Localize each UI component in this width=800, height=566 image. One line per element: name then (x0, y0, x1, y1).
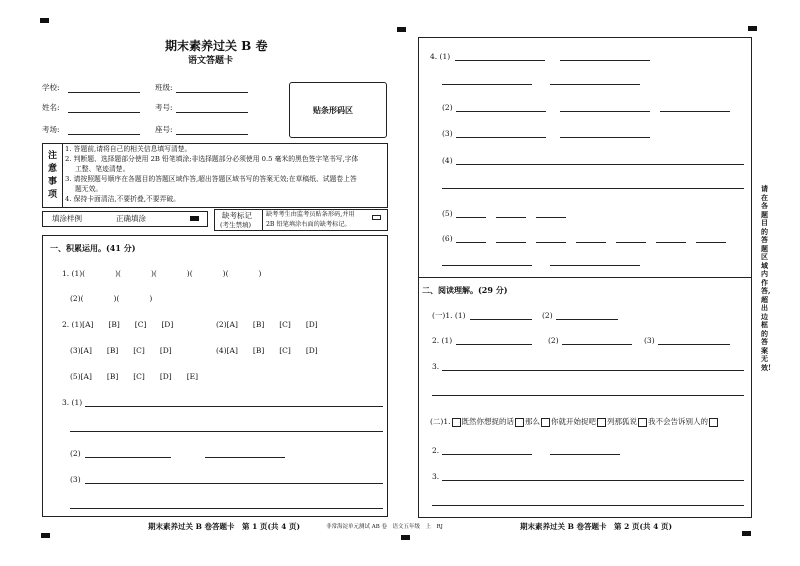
name-label: 姓名: (42, 103, 60, 112)
sample-label: 填涂样例 (52, 214, 82, 223)
class-label: 班级: (155, 83, 173, 92)
answer-line[interactable] (442, 84, 532, 85)
punctuation-box[interactable] (515, 418, 524, 427)
q2-1[interactable]: 2. (1)[A] [B] [C] [D] (62, 320, 174, 329)
absent-sub: (考生禁填) (220, 221, 252, 229)
answer-line[interactable] (456, 217, 486, 218)
answer-line[interactable] (432, 395, 744, 396)
answer-line[interactable] (442, 370, 744, 371)
answer-line[interactable] (85, 406, 383, 407)
exam-number-field[interactable] (176, 112, 248, 113)
punctuation-box[interactable] (541, 418, 550, 427)
answer-line[interactable] (536, 242, 566, 243)
r1-3: 3. (432, 362, 440, 371)
q3-1: 3. (1) (62, 398, 83, 407)
q2-3[interactable]: (3)[A] [B] [C] [D] (70, 346, 172, 355)
r2-1-part: 列那狐说 (607, 417, 638, 426)
q4-6: (6) (442, 234, 453, 243)
barcode-label: 贴条形码区 (313, 105, 353, 115)
answer-line[interactable] (562, 344, 632, 345)
r2-1-part: 那么 (525, 417, 541, 426)
class-field[interactable] (176, 92, 248, 93)
r2-1-part: 既然你想捉的话 (461, 417, 515, 426)
answer-line[interactable] (85, 457, 171, 458)
center-footer: 非常海淀单元测试 AB 卷 语文五年级 上 RJ (326, 524, 443, 530)
answer-line[interactable] (70, 508, 383, 509)
right-footer: 期末素养过关 B 卷答题卡 第 2 页(共 4 页) (520, 522, 673, 531)
absent-note: 2B 铅笔填涂右面的缺考标记。 (266, 221, 351, 228)
registration-mark (748, 26, 757, 31)
q2-4[interactable]: (4)[A] [B] [C] [D] (216, 346, 318, 355)
q3-2: (2) (70, 449, 81, 458)
r2-2: 2. (432, 446, 440, 455)
exam-number-label: 考号: (155, 103, 173, 112)
answer-line[interactable] (442, 188, 744, 189)
q4-1: 4. (1) (430, 52, 451, 61)
answer-line[interactable] (455, 60, 545, 61)
side-note: 请在各题目的答题区域内作答,超出边框的答案无效! (761, 184, 772, 372)
absent-mark-box[interactable] (372, 215, 381, 220)
registration-mark (401, 535, 410, 540)
school-label: 学校: (42, 83, 60, 92)
answer-line[interactable] (556, 319, 618, 320)
r1-1: (一)1. (1) (432, 311, 466, 320)
q2-5[interactable]: (5)[A] [B] [C] [D] [E] (70, 372, 199, 381)
correct-label: 正确填涂 (116, 214, 146, 223)
punctuation-box[interactable] (638, 418, 647, 427)
answer-line[interactable] (656, 242, 686, 243)
page-subtitle: 语文答题卡 (188, 56, 234, 66)
answer-line[interactable] (550, 454, 620, 455)
registration-mark (397, 27, 406, 32)
answer-line[interactable] (456, 242, 486, 243)
answer-line[interactable] (658, 344, 730, 345)
r2-1-part: 我不会告诉别人的 (648, 417, 709, 426)
notice-line: 工整、笔迹清楚。 (75, 165, 130, 173)
seat-label: 座号: (155, 125, 173, 134)
answer-line[interactable] (85, 483, 383, 484)
answer-line[interactable] (442, 480, 744, 481)
r1-1b: (2) (542, 311, 553, 320)
q1-part2[interactable]: (2)( )( ) (70, 294, 153, 303)
answer-line[interactable] (456, 344, 532, 345)
registration-mark (40, 18, 49, 23)
section2-title: 二、阅读理解。(29 分) (422, 285, 508, 295)
answer-line[interactable] (470, 319, 532, 320)
registration-mark (742, 531, 751, 536)
r1-2: 2. (1) (432, 336, 453, 345)
answer-line[interactable] (456, 137, 546, 138)
exam-room-field[interactable] (68, 134, 140, 135)
r1-2c: (3) (644, 336, 655, 345)
punctuation-box[interactable] (452, 418, 461, 427)
answer-line[interactable] (660, 111, 730, 112)
answer-line[interactable] (560, 111, 650, 112)
section1-title: 一、积累运用。(41 分) (50, 243, 136, 253)
answer-line[interactable] (496, 242, 526, 243)
q1-part1[interactable]: 1. (1)( )( )( )( )( ) (62, 269, 262, 278)
absent-label: 缺考标记 (222, 211, 252, 220)
registration-mark (41, 533, 50, 538)
answer-line[interactable] (442, 265, 532, 266)
name-field[interactable] (68, 112, 140, 113)
answer-line[interactable] (560, 60, 650, 61)
q3-3: (3) (70, 475, 81, 484)
r2-1-part: 你就开始捉吧 (551, 417, 597, 426)
notice-line: 题无效。 (75, 185, 103, 193)
answer-line[interactable] (696, 242, 726, 243)
answer-line[interactable] (576, 242, 606, 243)
r2-1-row (430, 416, 719, 427)
answer-line[interactable] (550, 84, 640, 85)
punctuation-box[interactable] (597, 418, 606, 427)
answer-line[interactable] (205, 457, 285, 458)
r2-3: 3. (432, 472, 440, 481)
answer-line[interactable] (550, 265, 640, 266)
r2-1-label: (二)1. (430, 417, 451, 426)
answer-line[interactable] (442, 454, 532, 455)
answer-line[interactable] (496, 217, 526, 218)
notice-line: 1. 答题前,请将自己的相关信息填写清楚。 (65, 145, 192, 153)
exam-room-label: 考场: (42, 125, 60, 134)
school-field[interactable] (68, 92, 140, 93)
answer-line[interactable] (456, 164, 744, 165)
answer-line[interactable] (560, 137, 650, 138)
filled-sample (190, 216, 199, 221)
notice-line: 2. 判断题、选择题部分使用 2B 铅笔填涂;非选择题部分必须使用 0.5 毫米的黑色签字笔书写,字体 (65, 155, 359, 163)
q2-2[interactable]: (2)[A] [B] [C] [D] (216, 320, 318, 329)
q4-2: (2) (442, 103, 453, 112)
punctuation-box[interactable] (709, 418, 718, 427)
seat-field[interactable] (176, 134, 248, 135)
answer-line[interactable] (536, 217, 566, 218)
left-footer: 期末素养过关 B 卷答题卡 第 1 页(共 4 页) (148, 522, 301, 531)
answer-line[interactable] (456, 111, 546, 112)
q4-4: (4) (442, 156, 453, 165)
notice-line: 4. 保持卡面清洁,不要折叠,不要弄破。 (65, 195, 180, 203)
page-title: 期末素养过关 B 卷 (165, 39, 268, 53)
r1-2b: (2) (548, 336, 559, 345)
answer-line[interactable] (432, 505, 744, 506)
notice-line: 3. 请按照题号顺序在各题目的答题区域作答,超出答题区域书写的答案无效;在草稿纸、试题卷上答 (65, 175, 357, 183)
q4-5: (5) (442, 209, 453, 218)
absent-note: 缺考考生由监考员贴条形码,并用 (266, 211, 355, 218)
answer-line[interactable] (616, 242, 646, 243)
notice-title: 注意事项 (48, 151, 58, 200)
answer-line[interactable] (70, 431, 383, 432)
q4-3: (3) (442, 129, 453, 138)
